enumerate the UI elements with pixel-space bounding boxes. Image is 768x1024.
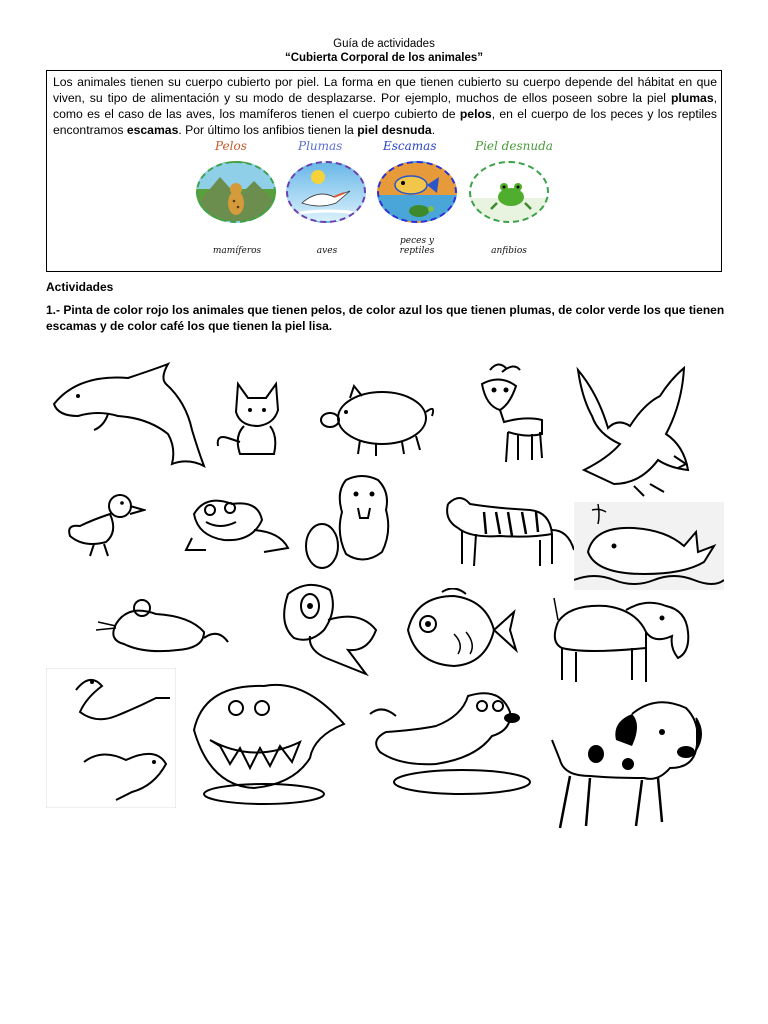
intro-box [46,70,722,272]
stork-icon [288,163,366,223]
parrot-drawing [268,580,388,678]
category-title-plumas: Plumas [298,139,343,153]
worksheet-title: “Cubierta Corporal de los animales” [284,52,484,64]
eagle-drawing [574,364,692,498]
elephant-drawing [546,592,694,688]
label-aves: aves [316,246,338,256]
label-peces: peces y [399,236,435,246]
worksheet-subtitle: Guía de actividades [333,38,435,50]
tiger-drawing [440,490,580,574]
fish-drawing [402,588,520,680]
label-anfibios: anfibios [491,246,527,256]
category-title-piel-desnuda: Piel desnuda [475,139,553,153]
category-title-pelos: Pelos [215,139,247,153]
pig-drawing [318,382,440,458]
bird-circle [286,161,366,223]
dolphin-drawing [48,360,208,472]
fish-turtle-icon [379,163,457,223]
cat-drawing [214,376,296,458]
fish-reptile-circle [377,161,457,223]
goat-drawing [460,360,550,466]
category-title-escamas: Escamas [383,139,437,153]
amphibian-circle [469,161,549,223]
mouse-drawing [94,598,230,656]
seal-drawing [366,686,534,800]
frog-drawing [184,492,294,556]
frog-icon [471,163,549,223]
snake-and-bird-drawing [46,668,176,808]
duck-drawing [62,490,146,558]
whale-drawing [574,502,724,590]
activities-heading: Actividades [46,280,114,294]
beaver-drawing [302,472,412,572]
shark-drawing [184,674,350,810]
intro-paragraph: Los animales tienen su cuerpo cubierto por piel. La forma en que tienen cubierto su cuerpo depende del hábitat en que viven, su tipo de alimentación y su modo de desplazarse. Por ejemplo, muchos de ellos poseen sobre la piel plumas, como es el caso de las aves, los mamíferos tienen el cuerpo cubierto de pelos, en el cuerpo de los peces y los reptiles encontramos escamas. Por último los anfibios tienen la piel desnuda. [53,75,717,137]
dog-drawing [546,694,706,834]
mammal-circle [196,161,276,223]
leopard-icon [198,163,276,223]
label-reptiles: reptiles [399,246,435,256]
activity-1-instructions: 1.- Pinta de color rojo los animales que tienen pelos, de color azul los que tienen plumas, de color verde los que tienen escamas y de color café los que tienen la piel lisa. [46,303,725,333]
label-mamiferos: mamíferos [212,246,262,256]
